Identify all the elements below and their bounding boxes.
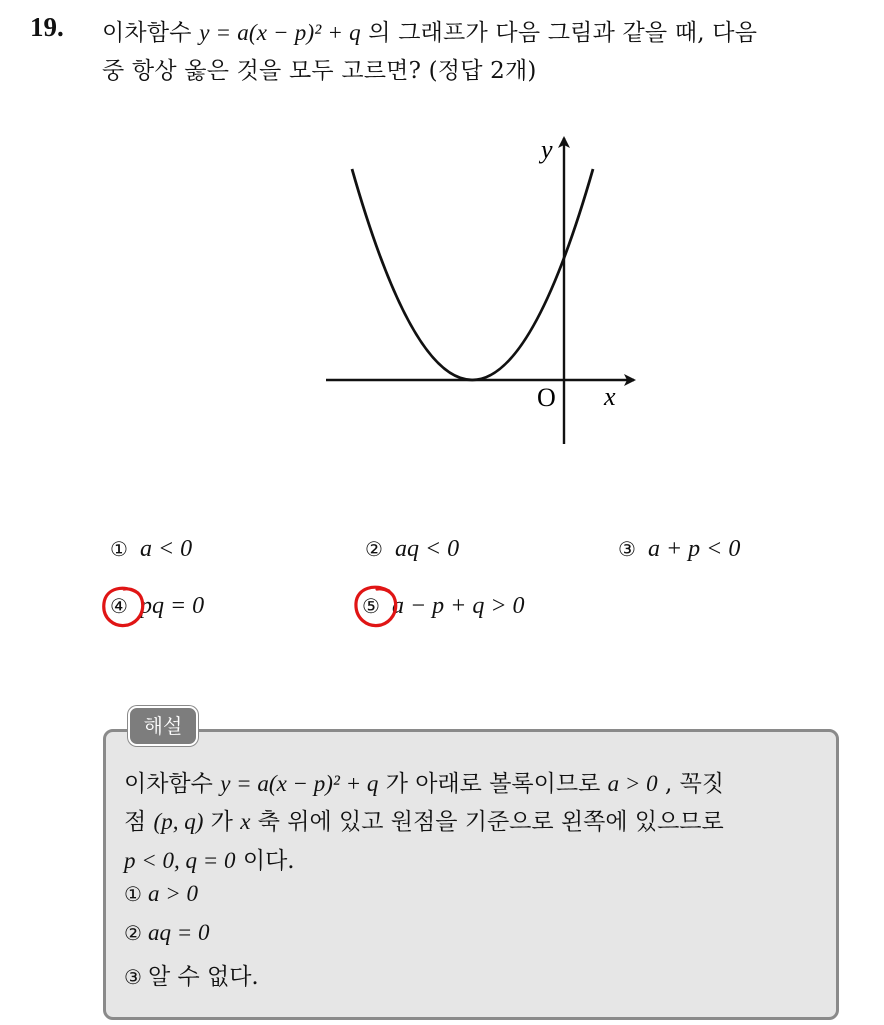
question-formula: y = a(x − p)² + q bbox=[199, 20, 361, 45]
choice-5[interactable] bbox=[362, 593, 525, 620]
choice-2[interactable] bbox=[365, 536, 459, 563]
question-text: 의 그래프가 다음 그림과 같을 때, 다음 bbox=[360, 20, 758, 46]
solution-text: , 꼭짓 bbox=[657, 771, 725, 797]
solution-line-2 bbox=[124, 803, 724, 836]
solution-line-1 bbox=[124, 765, 724, 798]
solution-tab: 해설 bbox=[128, 706, 198, 746]
solution-item-3 bbox=[124, 958, 259, 991]
question-text: 이차함수 bbox=[102, 20, 200, 46]
problem-number: 19. bbox=[30, 12, 64, 42]
solution-text: 이차함수 bbox=[124, 771, 221, 797]
solution-item-number: ③ bbox=[124, 965, 142, 989]
y-axis-label: y bbox=[541, 135, 553, 164]
solution-condition: a > 0 bbox=[607, 771, 658, 796]
choice-3[interactable] bbox=[618, 536, 740, 563]
solution-item-2 bbox=[124, 920, 209, 946]
x-axis-label: x bbox=[604, 382, 616, 411]
choice-expression: a + p < 0 bbox=[647, 536, 741, 562]
solution-text: 가 아래로 볼록이므로 bbox=[378, 771, 608, 797]
choice-number: ① bbox=[110, 537, 128, 561]
solution-item-text: 알 수 없다. bbox=[147, 964, 259, 990]
choice-expression: aq < 0 bbox=[394, 536, 460, 562]
solution-text: 점 bbox=[124, 809, 154, 835]
choice-4[interactable] bbox=[110, 593, 204, 620]
solution-formula: y = a(x − p)² + q bbox=[220, 771, 379, 796]
solution-item-text: aq = 0 bbox=[147, 920, 210, 945]
choice-expression: a − p + q > 0 bbox=[391, 593, 525, 619]
solution-item-number: ② bbox=[124, 921, 142, 945]
solution-point: (p, q) bbox=[153, 809, 204, 834]
choice-expression: pq = 0 bbox=[139, 593, 205, 619]
choice-number: ④ bbox=[110, 594, 128, 618]
solution-item-number: ① bbox=[124, 882, 142, 906]
solution-formula: p < 0, q = 0 bbox=[124, 848, 236, 873]
choice-1[interactable] bbox=[110, 536, 192, 563]
solution-text: 축 위에 있고 원점을 기준으로 왼쪽에 있으므로 bbox=[250, 809, 724, 835]
question-line-2: 중 항상 옳은 것을 모두 고르면? (정답 2개) bbox=[102, 58, 537, 84]
choice-number: ③ bbox=[618, 537, 636, 561]
solution-text: 가 bbox=[203, 809, 241, 835]
solution-item-text: a > 0 bbox=[147, 881, 198, 906]
choice-number: ⑤ bbox=[362, 594, 380, 618]
solution-line-3 bbox=[124, 842, 295, 875]
choice-expression: a < 0 bbox=[139, 536, 193, 562]
origin-label: O bbox=[537, 383, 556, 412]
solution-item-1 bbox=[124, 881, 198, 907]
choice-number: ② bbox=[365, 537, 383, 561]
solution-text: 이다. bbox=[235, 848, 295, 874]
parabola-curve bbox=[352, 169, 593, 380]
solution-axis: x bbox=[240, 809, 251, 834]
